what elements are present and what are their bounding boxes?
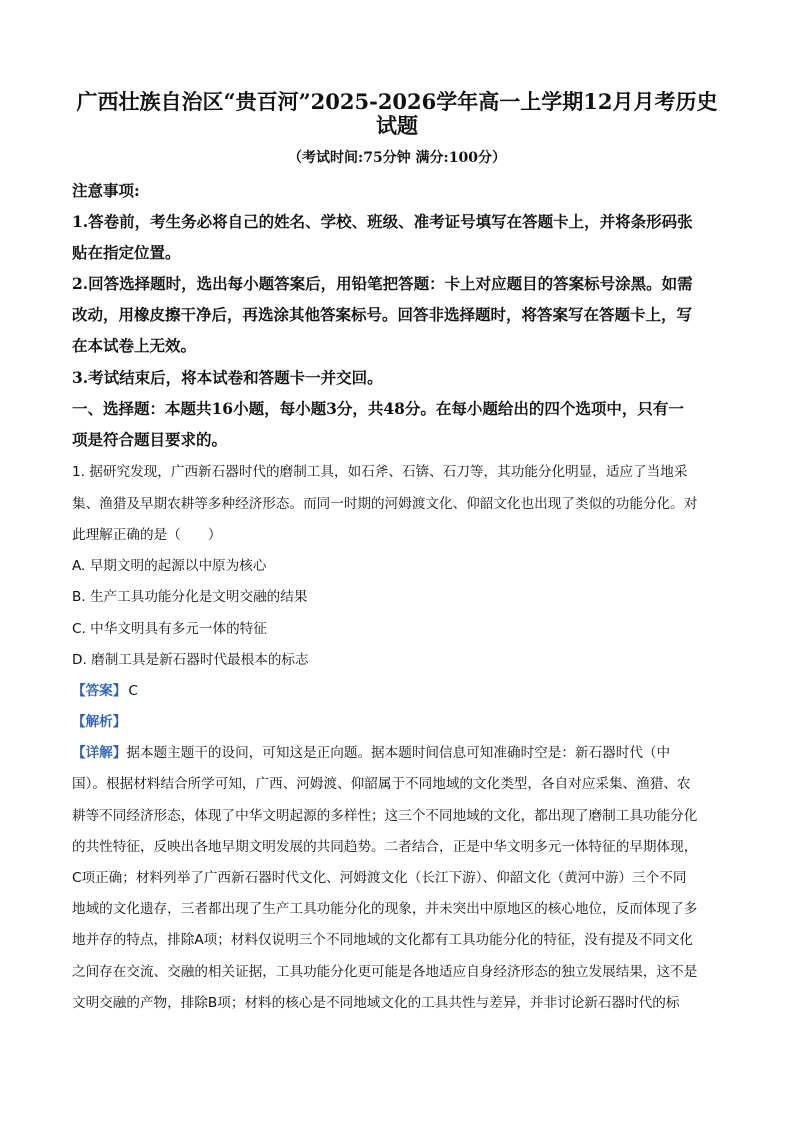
question-1-stem-line-2: 集、渔猎及早期农耕等多种经济形态。而同一时期的河姆渡文化、仰韶文化也出现了类似的功能分化。对 [72, 496, 698, 512]
detail-line-1 [72, 743, 732, 763]
detail-line-6: 地域的文化遗存，三者都出现了生产工具功能分化的现象，并未突出中原地区的核心地位，反而体现了多 [72, 901, 698, 917]
section-heading-line-1: 一、选择题：本题共16小题，每小题3分，共48分。在每小题给出的四个选项中，只有一 [72, 399, 684, 418]
notice-line-5: 在本试卷上无效。 [72, 336, 197, 355]
detail-line-3: 耕等不同经济形态，体现了中华文明起源的多样性；这三个不同地域的文化，都出现了磨制工具功能分化 [72, 808, 698, 824]
analysis-row [72, 712, 126, 732]
detail-text-1: 据本题主题干的设问，可知这是正向题。据本题时间信息可知准确时空是：新石器时代（中 [126, 745, 671, 761]
analysis-label: 【解析】 [72, 714, 127, 730]
detail-line-5: C项正确；材料列举了广西新石器时代文化、河姆渡文化（长江下游）、仰韶文化（黄河中游）三个不同 [72, 870, 687, 886]
exam-title-line-2: 试题 [376, 113, 418, 138]
answer-label: 【答案】 [72, 683, 127, 699]
detail-line-7: 地并存的特点，排除A项；材料仅说明三个不同地域的文化都有工具功能分化的特征，没有提及不同文化 [72, 932, 694, 948]
exam-title-line-1: 广西壮族自治区“贵百河”2025-2026学年高一上学期12月月考历史 [76, 89, 718, 114]
detail-line-9: 文明交融的产物，排除B项；材料的核心是不同地域文化的工具共性与差异，并非讨论新石器时代的标 [72, 995, 680, 1011]
exam-subtitle: （考试时间:75分钟 满分:100分） [288, 150, 506, 166]
answer-row [72, 681, 138, 701]
question-1-stem-line-1: 1. 据研究发现，广西新石器时代的磨制工具，如石斧、石锛、石刀等，其功能分化明显，适应了当地采 [72, 464, 688, 480]
section-heading-line-2: 项是符合题目要求的。 [72, 430, 228, 449]
detail-line-4: 的共性特征，反映出各地早期文明发展的共同趋势。二者结合，正是中华文明多元一体特征的早期体现， [72, 839, 698, 855]
detail-line-8: 之间存在交流、交融的相关证据，工具功能分化更可能是各地适应自身经济形态的独立发展结果，这不是 [72, 964, 698, 980]
answer-value: C [128, 683, 138, 699]
notice-line-6: 3.考试结束后，将本试卷和答题卡一并交回。 [72, 368, 383, 387]
option-c: C. 中华文明具有多元一体的特征 [72, 621, 267, 637]
notice-heading: 注意事项: [72, 181, 140, 200]
notice-line-1: 1.答卷前，考生务必将自己的姓名、学校、班级、准考证号填写在答题卡上，并将条形码张 [72, 212, 693, 231]
detail-label: 【详解】 [72, 745, 127, 761]
question-1-stem-line-3: 此理解正确的是（ ） [72, 527, 222, 543]
option-a: A. 早期文明的起源以中原为核心 [72, 558, 267, 574]
notice-line-3: 2.回答选择题时，选出每小题答案后，用铅笔把答题：卡上对应题目的答案标号涂黑。如需 [72, 274, 693, 293]
option-d: D. 磨制工具是新石器时代最根本的标志 [72, 652, 309, 668]
notice-line-2: 贴在指定位置。 [72, 243, 181, 262]
option-b: B. 生产工具功能分化是文明交融的结果 [72, 589, 308, 605]
detail-line-2: 国）。根据材料结合所学可知，广西、河姆渡、仰韶属于不同地域的文化类型，各自对应采集、渔猎、农 [72, 776, 691, 792]
notice-line-4: 改动，用橡皮擦干净后，再选涂其他答案标号。回答非选择题时，将答案写在答题卡上，写 [72, 305, 693, 324]
